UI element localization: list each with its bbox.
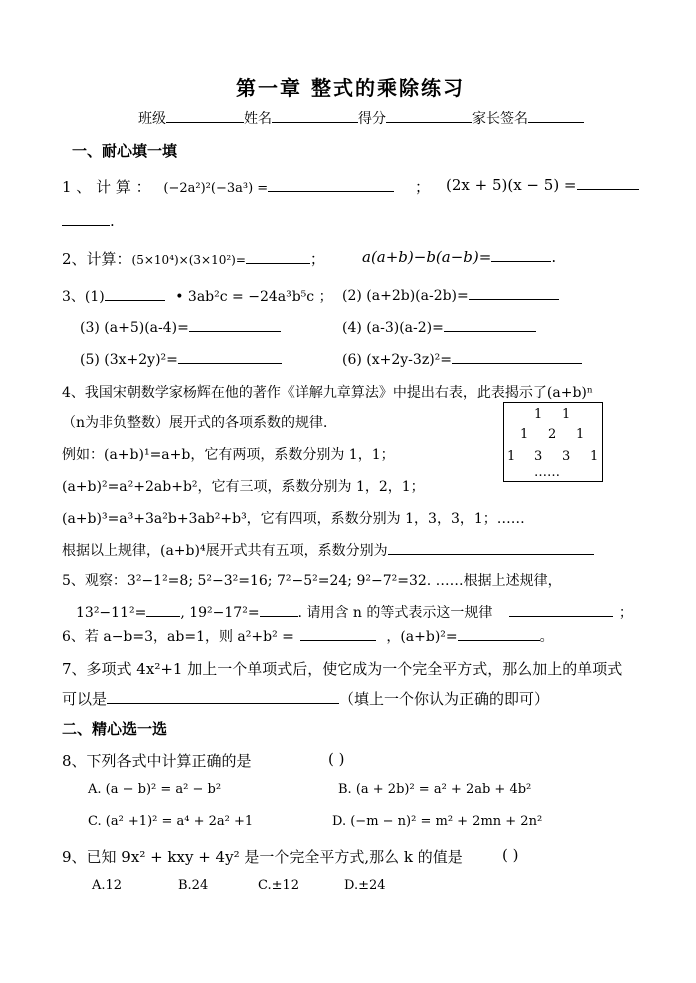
q2-answer1-field[interactable] bbox=[246, 250, 310, 264]
pascal-ellipsis: …… bbox=[534, 465, 560, 480]
question-3-part-3 bbox=[80, 318, 281, 336]
q3-p2: (2) (a+2b)(a-2b)= bbox=[342, 288, 469, 304]
q2-expr2: a(a+b)−b(a−b)= bbox=[362, 248, 492, 266]
q9-option-a[interactable]: A.12 bbox=[92, 878, 123, 893]
page-title: 第一章 整式的乘除练习 bbox=[236, 76, 465, 100]
q3-p3: (3) (a+5)(a-4)= bbox=[80, 320, 189, 336]
q9-answer-paren[interactable]: ( ) bbox=[502, 846, 519, 864]
q7-answer-field[interactable] bbox=[107, 690, 339, 704]
q1-period: . bbox=[110, 212, 115, 230]
question-3-part-6 bbox=[342, 350, 582, 368]
pascal-cell: 3 bbox=[562, 449, 571, 464]
q3-p4-field[interactable] bbox=[444, 318, 536, 332]
q5-rule-field[interactable] bbox=[509, 603, 613, 617]
q3-p6-field[interactable] bbox=[452, 350, 582, 364]
q5-line-1: 5、观察：3²−1²=8; 5²−3²=16; 7²−5²=24; 9²−7²=32. ……根据上述规律， bbox=[62, 573, 562, 589]
class-label: 班级 bbox=[138, 111, 166, 127]
q6-b-field[interactable] bbox=[458, 627, 540, 641]
q5-end: ； bbox=[618, 605, 633, 621]
parent-sign-label: 家长签名 bbox=[472, 111, 528, 127]
q7-line-1: 7、多项式 4x²+1 加上一个单项式后，使它成为一个完全平方式，那么加上的单项式 bbox=[62, 660, 623, 678]
q6-a-field[interactable] bbox=[300, 627, 376, 641]
q1-expr1: (−2a²)²(−3a³) = bbox=[163, 181, 269, 196]
section-heading-choice: 二、精心选一选 bbox=[62, 720, 168, 738]
q5-b: , 19²−17²= bbox=[180, 605, 260, 621]
question-3-part-4 bbox=[342, 318, 536, 336]
class-field[interactable] bbox=[166, 109, 244, 123]
q5-a: 13²−11²= bbox=[76, 605, 147, 621]
q6-a: 6、若 a−b=3，ab=1，则 a²+b² = bbox=[62, 629, 294, 645]
q6-b: ，(a+b)²= bbox=[386, 629, 458, 645]
score-label: 得分 bbox=[358, 111, 386, 127]
q4-line-1: 4、我国宋朝数学家杨辉在他的著作《详解九章算法》中提出右表，此表揭示了(a+b)ⁿ bbox=[62, 385, 593, 401]
q4-answer-field[interactable] bbox=[388, 541, 594, 555]
q9-option-b[interactable]: B.24 bbox=[178, 878, 209, 893]
q3-p4: (4) (a-3)(a-2)= bbox=[342, 320, 444, 336]
q1-number: 1 、 计 算 ： bbox=[62, 178, 151, 196]
q1-expr2: (2x + 5)(x − 5) = bbox=[446, 176, 577, 194]
pascal-cell: 1 bbox=[520, 427, 529, 442]
pascal-cell: 1 bbox=[590, 449, 599, 464]
score-field[interactable] bbox=[386, 109, 472, 123]
pascal-cell: 1 bbox=[562, 407, 571, 422]
q2-period: . bbox=[551, 248, 557, 266]
pascal-triangle-table bbox=[503, 402, 603, 482]
parent-sign-field[interactable] bbox=[528, 109, 584, 123]
q6-end: 。 bbox=[539, 629, 554, 645]
q8-answer-paren[interactable]: ( ) bbox=[328, 750, 345, 768]
q1-answer2-field-cont[interactable] bbox=[62, 212, 110, 226]
q1-semicolon: ； bbox=[414, 178, 430, 196]
pascal-cell: 1 bbox=[576, 427, 585, 442]
q8-option-b[interactable]: B. (a + 2b)² = a² + 2ab + 4b² bbox=[338, 782, 532, 797]
question-3-part-5 bbox=[80, 350, 282, 368]
q8-option-c[interactable]: C. (a² +1)² = a⁴ + 2a² +1 bbox=[88, 814, 254, 829]
q3-p2-field[interactable] bbox=[469, 286, 559, 300]
q2-answer2-field[interactable] bbox=[491, 248, 551, 262]
name-field[interactable] bbox=[272, 109, 358, 123]
q2-expr1: (5×10⁴)×(3×10²)= bbox=[131, 253, 246, 267]
section-heading-fill: 一、耐心填一填 bbox=[72, 142, 178, 160]
q2-semicolon: ； bbox=[309, 250, 325, 268]
pascal-cell: 3 bbox=[534, 449, 543, 464]
q7-suffix: （填上一个你认为正确的即可） bbox=[339, 690, 550, 708]
q4-question: 根据以上规律，(a+b)⁴展开式共有五项，系数分别为 bbox=[62, 543, 388, 559]
name-label: 姓名 bbox=[244, 111, 272, 127]
q8-option-a[interactable]: A. (a − b)² = a² − b² bbox=[88, 782, 222, 797]
question-1-part-2 bbox=[446, 176, 639, 194]
pascal-cell: 2 bbox=[548, 427, 557, 442]
header-info-line bbox=[138, 108, 584, 128]
q5-a-field[interactable] bbox=[146, 603, 180, 617]
q4-line-6 bbox=[62, 540, 594, 560]
question-2-part-2 bbox=[362, 248, 556, 266]
q3-p6: (6) (x+2y-3z)²= bbox=[342, 352, 453, 368]
q3-p1-field[interactable] bbox=[105, 287, 165, 301]
pascal-cell: 1 bbox=[534, 407, 543, 422]
q3-p5: (5) (3x+2y)²= bbox=[80, 352, 178, 368]
q5-line-2 bbox=[76, 602, 633, 622]
q5-c: . 请用含 n 的等式表示这一规律 bbox=[297, 605, 493, 621]
q3-p1-expr: • 3ab²c = −24a³b⁵c ； bbox=[175, 289, 333, 305]
question-1 bbox=[62, 176, 430, 197]
q3-p5-field[interactable] bbox=[178, 350, 282, 364]
q4-line-5: (a+b)³=a³+3a²b+3ab²+b³，它有四项，系数分别为 1，3，3，1；…… bbox=[62, 511, 525, 527]
pascal-cell: 1 bbox=[507, 449, 516, 464]
q8-stem: 8、下列各式中计算正确的是 bbox=[62, 752, 252, 770]
q1-answer2-field[interactable] bbox=[577, 176, 639, 190]
question-6 bbox=[62, 626, 554, 646]
q5-b-field[interactable] bbox=[260, 603, 298, 617]
question-3-part-1 bbox=[62, 286, 333, 306]
question-3-part-2 bbox=[342, 286, 559, 304]
q3-p1-prefix: 3、(1) bbox=[62, 289, 105, 305]
q7-prefix: 可以是 bbox=[62, 690, 108, 708]
q7-line-2 bbox=[62, 688, 549, 709]
question-2 bbox=[62, 248, 325, 269]
q9-option-c[interactable]: C.±12 bbox=[258, 878, 300, 893]
q4-line-3: 例如：(a+b)¹=a+b，它有两项，系数分别为 1，1； bbox=[62, 447, 395, 463]
q4-line-2: （n为非负整数）展开式的各项系数的规律． bbox=[62, 415, 338, 431]
q9-stem: 9、已知 9x² + kxy + 4y² 是一个完全平方式,那么 k 的值是 bbox=[62, 848, 463, 866]
q9-option-d[interactable]: D.±24 bbox=[344, 878, 386, 893]
q3-p3-field[interactable] bbox=[189, 318, 281, 332]
q8-option-d[interactable]: D. (−m − n)² = m² + 2mn + 2n² bbox=[332, 814, 543, 829]
q4-line-4: (a+b)²=a²+2ab+b²，它有三项，系数分别为 1，2，1； bbox=[62, 479, 425, 495]
q1-answer1-field[interactable] bbox=[268, 178, 394, 192]
q2-number: 2、计算： bbox=[62, 250, 132, 268]
q1-continued bbox=[62, 212, 115, 230]
